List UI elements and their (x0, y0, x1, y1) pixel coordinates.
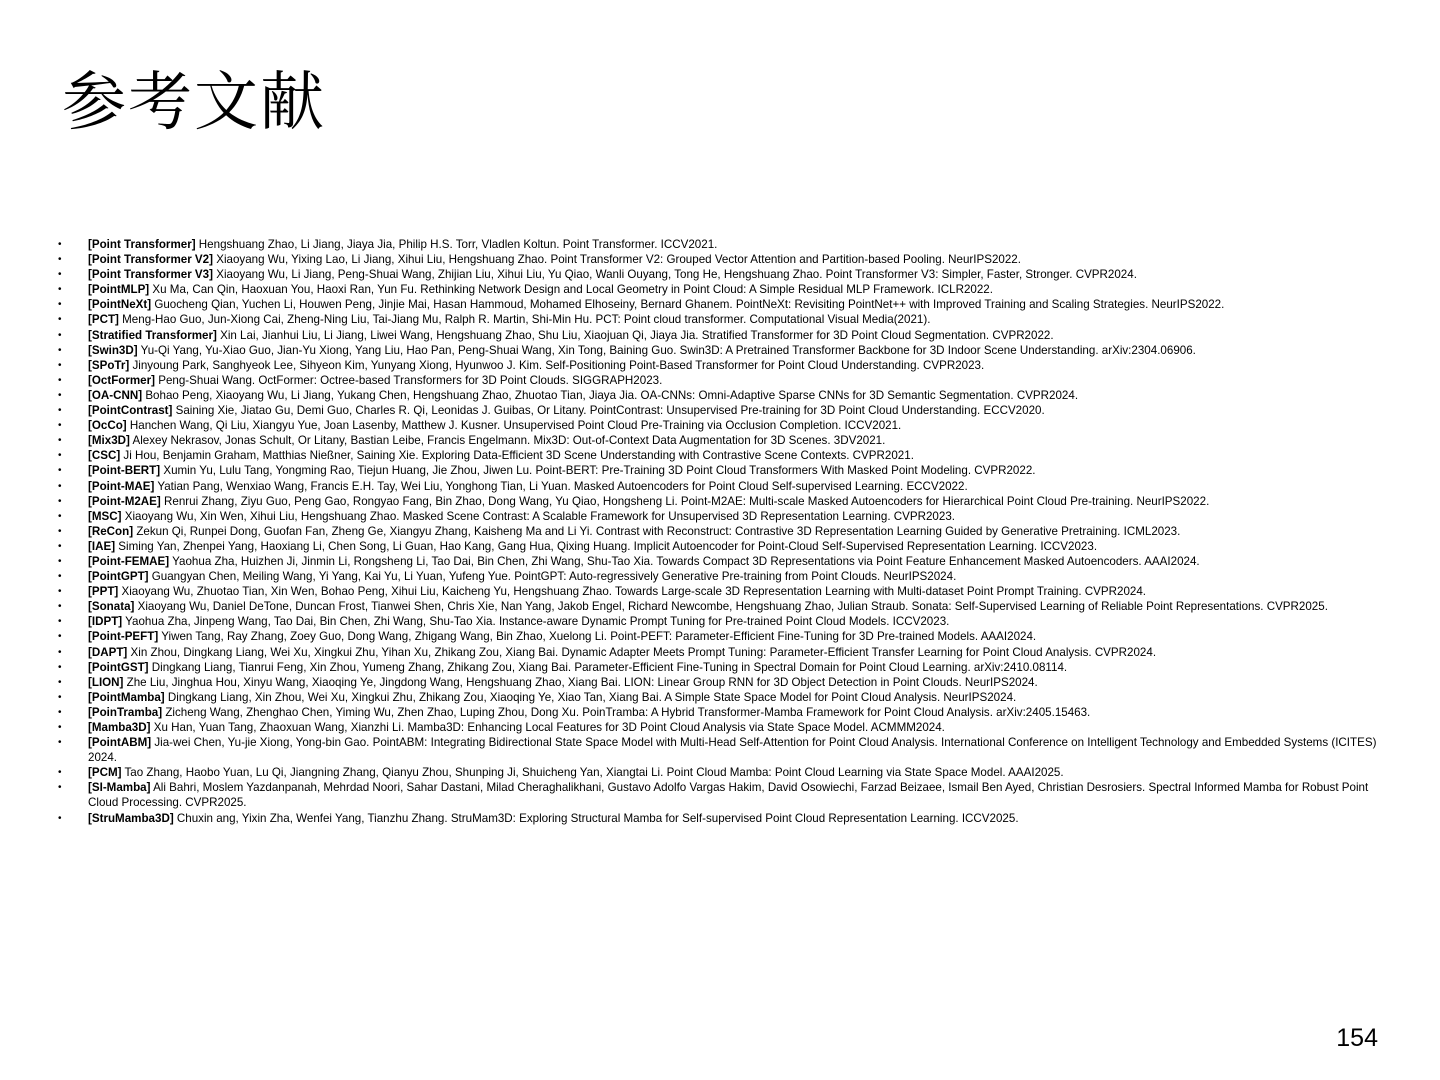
reference-item (58, 569, 1388, 584)
reference-item (58, 584, 1388, 599)
bullet-icon: • (58, 465, 62, 477)
reference-tag: [IAE] (88, 539, 116, 553)
reference-tag: [OctFormer] (88, 373, 155, 387)
bullet-icon: • (58, 389, 62, 401)
bullet-icon: • (58, 661, 62, 673)
reference-text: Hanchen Wang, Qi Liu, Xiangyu Yue, Joan Lasenby, Matthew J. Kusner. Unsupervised Point Cloud Pre-Training via Occlusion Completion. ICCV2021. (126, 419, 902, 433)
reference-text: Xin Zhou, Dingkang Liang, Wei Xu, Xingkui Zhu, Yihan Xu, Zhikang Zou, Xiang Bai. Dynamic Adapter Meets Prompt Tuning: Parameter-Efficient Transfer Learning for Point Cloud Analysis. CVPR2024. (127, 645, 1157, 659)
reference-tag: [DAPT] (88, 645, 128, 659)
reference-tag: [Point Transformer] (88, 238, 196, 251)
reference-tag: [Mamba3D] (88, 721, 151, 734)
bullet-icon: • (58, 706, 62, 718)
reference-item (58, 554, 1388, 569)
reference-tag: [Mix3D] (88, 434, 130, 448)
reference-text: Bohao Peng, Xiaoyang Wu, Li Jiang, Yukang Chen, Hengshuang Zhao, Zhuotao Tian, Jiaya Jia. OA-CNNs: Omni-Adaptive Sparse CNNs for 3D Semantic Segmentation. CVPR2024. (142, 388, 1079, 402)
reference-tag: [Point-FEMAE] (88, 554, 170, 568)
reference-item (58, 343, 1388, 358)
reference-tag: [PointMLP] (88, 283, 150, 297)
reference-text: Xin Lai, Jianhui Liu, Li Jiang, Liwei Wang, Hengshuang Zhao, Shu Liu, Xiaojuan Qi, Jiaya Jia. Stratified Transformer for 3D Point Cloud Segmentation. CVPR2022. (216, 328, 1054, 342)
bullet-icon: • (58, 329, 62, 341)
bullet-icon: • (58, 374, 62, 386)
reference-text: Xiaoyang Wu, Zhuotao Tian, Xin Wen, Bohao Peng, Xihui Liu, Kaicheng Yu, Hengshuang Zhao. Towards Large-scale 3D Representation Learning with Multi-dataset Point Prompt Training. CVPR2024. (118, 585, 1147, 599)
bullet-icon: • (58, 359, 62, 371)
bullet-icon: • (58, 616, 62, 628)
reference-item (58, 780, 1388, 810)
bullet-icon: • (58, 631, 62, 643)
reference-tag: [MSC] (88, 509, 122, 523)
bullet-icon: • (58, 676, 62, 688)
reference-text: Yaohua Zha, Huizhen Ji, Jinmin Li, Rongsheng Li, Tao Dai, Bin Chen, Zhi Wang, Shu-Tao Xia. Towards Compact 3D Representations via Point Feature Enhancement Masked Autoencoders. AAAI2024. (169, 554, 1200, 568)
reference-text: Chuxin ang, Yixin Zha, Wenfei Yang, Tianzhu Zhang. StruMam3D: Exploring Structural Mamba for Self-supervised Point Cloud Representation Learning. ICCV2025. (173, 811, 1019, 825)
reference-item (58, 660, 1388, 675)
reference-text: Zicheng Wang, Zhenghao Chen, Yiming Wu, Zhen Zhao, Luping Zhou, Dong Xu. PoinTramba: A Hybrid Transformer-Mamba Framework for Point Cloud Analysis. arXiv:2405.15463. (162, 705, 1091, 719)
reference-item (58, 645, 1388, 660)
reference-tag: [StruMamba3D] (88, 811, 174, 825)
reference-item (58, 463, 1388, 478)
reference-item (58, 448, 1388, 463)
reference-item (58, 690, 1388, 705)
bullet-icon: • (58, 435, 62, 447)
reference-item (58, 388, 1388, 403)
reference-tag: [PPT] (88, 585, 119, 599)
reference-item (58, 373, 1388, 388)
reference-text: Ali Bahri, Moslem Yazdanpanah, Mehrdad Noori, Sahar Dastani, Milad Cheraghalikhani, Gustavo Adolfo Vargas Hakim, David Osowiechi, Farzad Beizaee, Ismail Ben Ayed, Christian Desrosiers. Spectral Informed Mamba for Robust Point Cloud Processing. CVPR2025. (88, 781, 1369, 810)
bullet-icon: • (58, 586, 62, 598)
reference-text: Zhe Liu, Jinghua Hou, Xinyu Wang, Xiaoqing Ye, Jingdong Wang, Hengshuang Zhao, Xiang Bai. LION: Linear Group RNN for 3D Object Detection in Point Clouds. NeurIPS2024. (123, 675, 1038, 689)
reference-text: Guangyan Chen, Meiling Wang, Yi Yang, Kai Yu, Li Yuan, Yufeng Yue. PointGPT: Auto-regressively Generative Pre-training from Point Clouds. NeurIPS2024. (148, 570, 957, 584)
reference-tag: [PointContrast] (88, 404, 173, 418)
reference-text: Xu Han, Yuan Tang, Zhaoxuan Wang, Xianzhi Li. Mamba3D: Enhancing Local Features for 3D Point Cloud Analysis via State Space Model. ACMMM2024. (150, 721, 945, 734)
bullet-icon: • (58, 510, 62, 522)
reference-list (58, 237, 1388, 826)
reference-tag: [PoinTramba] (88, 705, 163, 719)
reference-text: Saining Xie, Jiatao Gu, Demi Guo, Charles R. Qi, Leonidas J. Guibas, Or Litany. PointContrast: Unsupervised Pre-training for 3D Point Cloud Understanding. ECCV2020. (172, 404, 1045, 418)
reference-item (58, 675, 1388, 690)
reference-item (58, 720, 1388, 735)
bullet-icon: • (58, 254, 62, 266)
reference-tag: [OcCo] (88, 419, 127, 433)
reference-tag: [PCM] (88, 766, 122, 780)
reference-item (58, 765, 1388, 780)
reference-tag: [LION] (88, 675, 124, 689)
reference-item (58, 328, 1388, 343)
reference-item (58, 614, 1388, 629)
reference-text: Yatian Pang, Wenxiao Wang, Francis E.H. Tay, Wei Liu, Yonghong Tian, Li Yuan. Masked Autoencoders for Point Cloud Self-supervised Learning. ECCV2022. (154, 479, 968, 493)
reference-text: Dingkang Liang, Xin Zhou, Wei Xu, Xingkui Zhu, Zhikang Zou, Xiaoqing Ye, Xiao Tan, Xiang Bai. A Simple State Space Model for Point Cloud Analysis. NeurIPS2024. (164, 690, 1017, 704)
reference-text: Tao Zhang, Haobo Yuan, Lu Qi, Jiangning Zhang, Qianyu Zhou, Shunping Ji, Shuicheng Yan, Xiangtai Li. Point Cloud Mamba: Point Cloud Learning via State Space Model. AAAI2025. (121, 766, 1064, 780)
reference-item (58, 494, 1388, 509)
reference-tag: [Point Transformer V3] (88, 268, 213, 282)
reference-tag: [Point-MAE] (88, 479, 155, 493)
bullet-icon: • (58, 737, 62, 749)
reference-item (58, 524, 1388, 539)
reference-tag: [ReCon] (88, 524, 134, 538)
reference-tag: [Swin3D] (88, 343, 138, 357)
reference-item (58, 539, 1388, 554)
reference-tag: [OA-CNN] (88, 388, 143, 402)
reference-tag: [SI-Mamba] (88, 781, 151, 795)
reference-text: Dingkang Liang, Tianrui Feng, Xin Zhou, Yumeng Zhang, Zhikang Zou, Xiang Bai. Parameter-Efficient Fine-Tuning in Spectral Domain for Point Cloud Learning. arXiv:2410.08114. (148, 660, 1068, 674)
reference-item (58, 297, 1388, 312)
reference-item (58, 267, 1388, 282)
bullet-icon: • (58, 601, 62, 613)
bullet-icon: • (58, 284, 62, 296)
bullet-icon: • (58, 299, 62, 311)
reference-tag: [PCT] (88, 313, 119, 327)
reference-item (58, 312, 1388, 327)
reference-text: Hengshuang Zhao, Li Jiang, Jiaya Jia, Philip H.S. Torr, Vladlen Koltun. Point Transformer. ICCV2021. (195, 238, 718, 251)
reference-text: Ji Hou, Benjamin Graham, Matthias Nießner, Saining Xie. Exploring Data-Efficient 3D Scene Understanding with Contrastive Scene Contexts. CVPR2021. (120, 449, 914, 463)
reference-item (58, 418, 1388, 433)
reference-text: Yu-Qi Yang, Yu-Xiao Guo, Jian-Yu Xiong, Yang Liu, Hao Pan, Peng-Shuai Wang, Xin Tong, Baining Guo. Swin3D: A Pretrained Transformer Backbone for 3D Indoor Scene Understanding. arXiv:2304.06906. (137, 343, 1196, 357)
reference-text: Xumin Yu, Lulu Tang, Yongming Rao, Tiejun Huang, Jie Zhou, Jiwen Lu. Point-BERT: Pre-Training 3D Point Cloud Transformers With Masked Point Modeling. CVPR2022. (160, 464, 1036, 478)
reference-text: Xiaoyang Wu, Xin Wen, Xihui Liu, Hengshuang Zhao. Masked Scene Contrast: A Scalable Framework for Unsupervised 3D Representation Learning. CVPR2023. (121, 509, 955, 523)
bullet-icon: • (58, 646, 62, 658)
reference-tag: [Sonata] (88, 600, 135, 614)
reference-text: Xiaoyang Wu, Yixing Lao, Li Jiang, Xihui Liu, Hengshuang Zhao. Point Transformer V2: Grouped Vector Attention and Partition-based Pooling. NeurIPS2022. (212, 253, 1021, 267)
reference-tag: [CSC] (88, 449, 121, 463)
bullet-icon: • (58, 405, 62, 417)
bullet-icon: • (58, 450, 62, 462)
reference-tag: [Point Transformer V2] (88, 253, 213, 267)
reference-item (58, 358, 1388, 373)
bullet-icon: • (58, 269, 62, 281)
bullet-icon: • (58, 239, 62, 250)
reference-item (58, 735, 1388, 765)
reference-text: Yaohua Zha, Jinpeng Wang, Tao Dai, Bin Chen, Zhi Wang, Shu-Tao Xia. Instance-aware Dynamic Prompt Tuning for Pre-trained Point Cloud Models. ICCV2023. (122, 615, 950, 629)
reference-tag: [Point-BERT] (88, 464, 161, 478)
reference-text: Jia-wei Chen, Yu-jie Xiong, Yong-bin Gao. PointABM: Integrating Bidirectional State Space Model with Multi-Head Self-Attention for Point Cloud Analysis. International Conference on Intelligent Technology and Embedded Systems (ICITES) 2024. (88, 736, 1377, 765)
bullet-icon: • (58, 571, 62, 583)
bullet-icon: • (58, 344, 62, 356)
reference-item (58, 403, 1388, 418)
reference-item (58, 237, 1388, 252)
bullet-icon: • (58, 767, 62, 779)
bullet-icon: • (58, 480, 62, 492)
reference-text: Yiwen Tang, Ray Zhang, Zoey Guo, Dong Wang, Zhigang Wang, Bin Zhao, Xuelong Li. Point-PEFT: Parameter-Efficient Fine-Tuning for 3D Pre-trained Models. AAAI2024. (158, 630, 1037, 644)
reference-item (58, 599, 1388, 614)
reference-tag: [SPoTr] (88, 358, 130, 372)
reference-item (58, 252, 1388, 267)
reference-text: Xiaoyang Wu, Li Jiang, Peng-Shuai Wang, Zhijian Liu, Xihui Liu, Yu Qiao, Wanli Ouyang, Tong He, Hengshuang Zhao. Point Transformer V3: Simpler, Faster, Stronger. CVPR2024. (212, 268, 1137, 282)
reference-tag: [Point-M2AE] (88, 494, 161, 508)
reference-text: Siming Yan, Zhenpei Yang, Haoxiang Li, Chen Song, Li Guan, Hao Kang, Gang Hua, Qixing Huang. Implicit Autoencoder for Point-Cloud Self-Supervised Representation Learning. ICCV2023. (115, 539, 1098, 553)
bullet-icon: • (58, 420, 62, 432)
reference-text: Alexey Nekrasov, Jonas Schult, Or Litany, Bastian Leibe, Francis Engelmann. Mix3D: Out-of-Context Data Augmentation for 3D Scenes. 3DV2021. (129, 434, 886, 448)
bullet-icon: • (58, 691, 62, 703)
reference-text: Renrui Zhang, Ziyu Guo, Peng Gao, Rongyao Fang, Bin Zhao, Dong Wang, Yu Qiao, Hongsheng Li. Point-M2AE: Multi-scale Masked Autoencoders for Hierarchical Point Cloud Pre-training. NeurIPS2022. (160, 494, 1210, 508)
reference-item (58, 705, 1388, 720)
reference-text: Guocheng Qian, Yuchen Li, Houwen Peng, Jinjie Mai, Hasan Hammoud, Mohamed Elhoseiny, Bernard Ghanem. PointNeXt: Revisiting PointNet++ with Improved Training and Scaling Strategies. NeurIPS2022. (151, 298, 1225, 312)
reference-tag: [Point-PEFT] (88, 630, 159, 644)
bullet-icon: • (58, 540, 62, 552)
reference-item (58, 282, 1388, 297)
bullet-icon: • (58, 722, 62, 733)
reference-item (58, 509, 1388, 524)
page-number: 154 (1336, 1024, 1378, 1052)
reference-tag: [PointNeXt] (88, 298, 152, 312)
bullet-icon: • (58, 525, 62, 537)
reference-tag: [PointGPT] (88, 570, 149, 584)
reference-item (58, 629, 1388, 644)
reference-item (58, 479, 1388, 494)
reference-text: Zekun Qi, Runpei Dong, Guofan Fan, Zheng Ge, Xiangyu Zhang, Kaisheng Ma and Li Yi. Contrast with Reconstruct: Contrastive 3D Representation Learning Guided by Generative Pretraining. ICML2023. (133, 524, 1181, 538)
reference-tag: [IDPT] (88, 615, 123, 629)
reference-text: Xu Ma, Can Qin, Haoxuan You, Haoxi Ran, Yun Fu. Rethinking Network Design and Local Geometry in Point Cloud: A Simple Residual MLP Framework. ICLR2022. (149, 283, 993, 297)
reference-text: Peng-Shuai Wang. OctFormer: Octree-based Transformers for 3D Point Clouds. SIGGRAPH2023. (155, 373, 663, 387)
bullet-icon: • (58, 495, 62, 507)
bullet-icon: • (58, 555, 62, 567)
bullet-icon: • (58, 782, 62, 794)
reference-tag: [PointGST] (88, 660, 149, 674)
reference-item (58, 811, 1388, 826)
page-title: 参考文献 (62, 66, 326, 140)
reference-text: Jinyoung Park, Sanghyeok Lee, Sihyeon Kim, Yunyang Xiong, Hyunwoo J. Kim. Self-Positioning Point-Based Transformer for Point Cloud Understanding. CVPR2023. (129, 358, 985, 372)
reference-item (58, 433, 1388, 448)
bullet-icon: • (58, 812, 62, 824)
bullet-icon: • (58, 314, 62, 326)
reference-text: Xiaoyang Wu, Daniel DeTone, Duncan Frost, Tianwei Shen, Chris Xie, Nan Yang, Jakob Engel, Richard Newcombe, Hengshuang Zhao, Julian Straub. Sonata: Self-Supervised Learning of Reliable Point Representations. CVPR2025. (134, 600, 1328, 614)
reference-tag: [Stratified Transformer] (88, 328, 217, 342)
reference-tag: [PointABM] (88, 736, 152, 750)
reference-text: Meng-Hao Guo, Jun-Xiong Cai, Zheng-Ning Liu, Tai-Jiang Mu, Ralph R. Martin, Shi-Min Hu. PCT: Point cloud transformer. Computational Visual Media(2021). (118, 313, 931, 327)
reference-tag: [PointMamba] (88, 690, 165, 704)
